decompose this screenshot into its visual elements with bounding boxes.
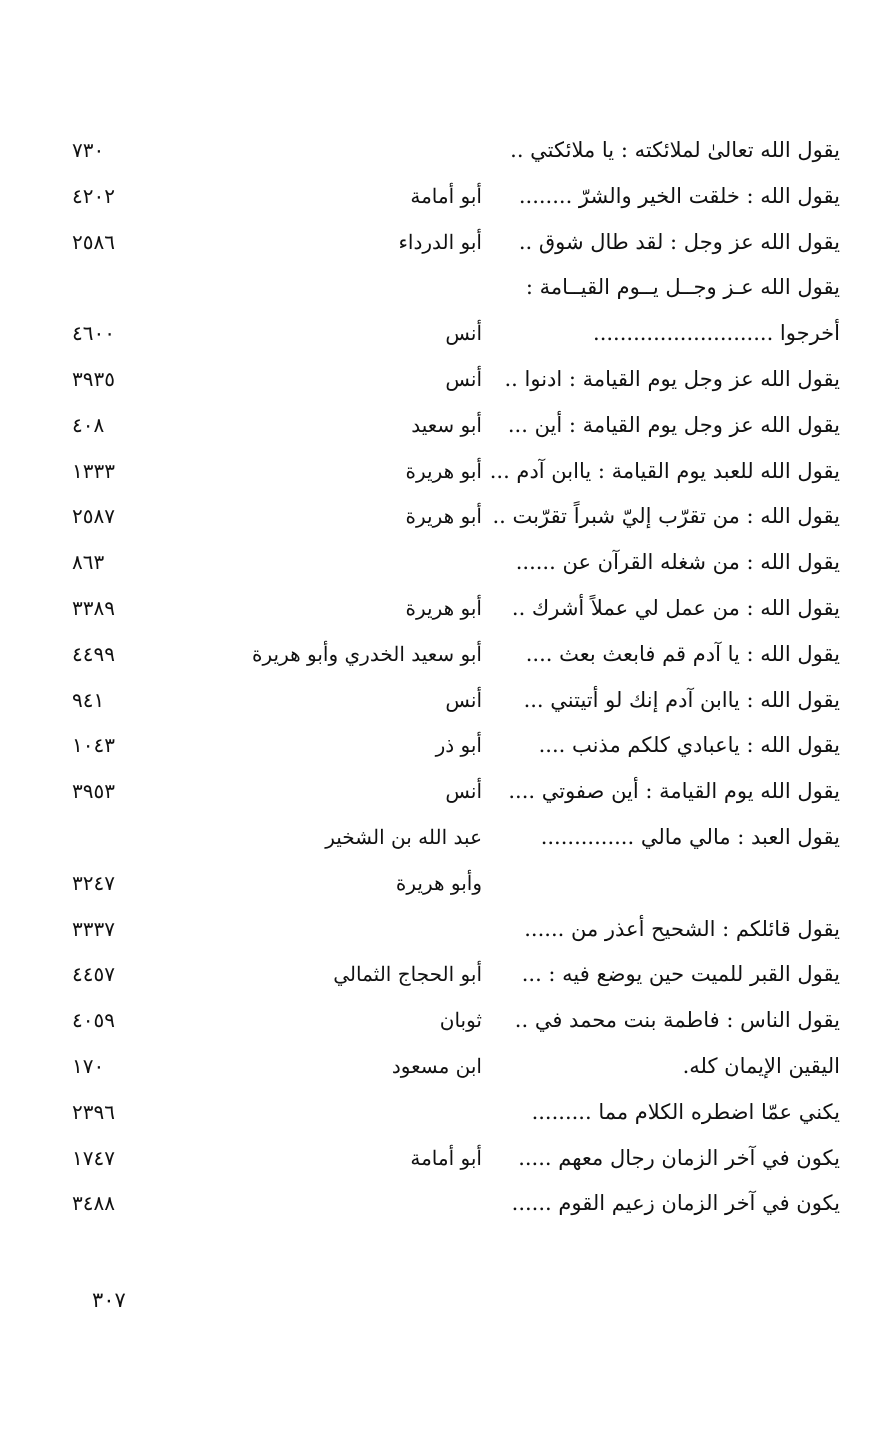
index-entry	[60, 449, 840, 495]
hadith-text: يقول الله : ياابن آدم إنك لو أتيتني ...	[523, 687, 840, 712]
hadith-text: يقول الله : من عمل لي عملاً أشرك ..	[511, 595, 840, 620]
narrator-name: عبد الله بن الشخير	[325, 824, 482, 849]
index-entry	[60, 632, 840, 678]
hadith-number: ٤٢٠٢	[72, 183, 115, 208]
hadith-text: يقول الله : خلقت الخير والشرّ ........	[518, 183, 840, 208]
hadith-number: ٢٣٩٦	[72, 1099, 115, 1124]
hadith-text: يقول الله : يا آدم قم فابعث بعث ....	[525, 641, 840, 666]
narrator-name: أبو أمامة	[410, 183, 482, 208]
hadith-text: يقول الله تعالىٰ لملائكته : يا ملائكتي ..	[510, 138, 840, 162]
hadith-number: ٤٠٨	[72, 412, 105, 437]
narrator-name: أبو الحجاج الثمالي	[333, 962, 482, 987]
hadith-text: يقول الله : ياعبادي كلكم مذنب ....	[538, 733, 840, 758]
hadith-text: يقول الناس : فاطمة بنت محمد في ..	[514, 1008, 840, 1033]
narrator-name: وأبو هريرة	[395, 870, 482, 895]
narrator-name: أبو سعيد	[411, 412, 482, 437]
hadith-number: ١٧٤٧	[72, 1145, 115, 1170]
hadith-number: ٢٥٨٦	[72, 229, 115, 254]
narrator-name: أنس	[445, 366, 482, 391]
hadith-number: ٣٢٤٧	[72, 870, 115, 895]
index-entry	[60, 357, 840, 403]
hadith-number: ٣٣٣٧	[72, 916, 115, 941]
hadith-number: ٣٩٣٥	[72, 366, 115, 391]
hadith-text: يقول الله يوم القيامة : أين صفوتي ....	[508, 779, 840, 804]
narrator-name: أبو هريرة	[405, 504, 482, 529]
hadith-number: ٤٠٥٩	[72, 1008, 115, 1033]
hadith-number: ١٧٠	[72, 1053, 105, 1078]
hadith-text: يقول الله عز وجل يوم القيامة : ادنوا ..	[504, 366, 840, 391]
hadith-text: يقول الله عـز وجــل يــوم القيــامة :	[525, 275, 840, 300]
hadith-text: أخرجوا ...........................	[593, 321, 840, 346]
index-entry	[60, 952, 840, 998]
index-entry	[60, 678, 840, 724]
narrator-name: أبو سعيد الخدري وأبو هريرة	[252, 641, 482, 666]
hadith-number: ٤٤٥٧	[72, 962, 115, 987]
hadith-number: ٤٦٠٠	[72, 321, 115, 346]
hadith-text: يقول القبر للميت حين يوضع فيه : ...	[521, 962, 840, 987]
index-entry	[60, 311, 840, 357]
index-entry	[60, 1090, 840, 1136]
index-entry	[60, 861, 840, 907]
index-entry	[60, 1181, 840, 1227]
hadith-text: يكون في آخر الزمان رجال معهم .....	[518, 1145, 840, 1170]
index-entry	[60, 723, 840, 769]
hadith-number: ٤٤٩٩	[72, 641, 115, 666]
hadith-number: ٩٤١	[72, 687, 105, 712]
hadith-number: ٧٣٠	[72, 138, 105, 162]
hadith-text: يقول العبد : مالي مالي ..............	[540, 824, 840, 849]
page-number: ٣٠٧	[92, 1288, 126, 1312]
index-entry	[60, 769, 840, 815]
index-entry	[60, 128, 840, 174]
index-entry	[60, 1044, 840, 1090]
hadith-text: يكون في آخر الزمان زعيم القوم ......	[511, 1191, 840, 1216]
narrator-name: أبو الدرداء	[398, 229, 482, 254]
index-entry	[60, 998, 840, 1044]
narrator-name: ثوبان	[439, 1008, 482, 1033]
narrator-name: ابن مسعود	[391, 1053, 482, 1078]
hadith-text: يقول الله للعبد يوم القيامة : ياابن آدم ...	[489, 458, 840, 483]
narrator-name: أنس	[445, 321, 482, 346]
index-entry	[60, 265, 840, 311]
index-entry	[60, 586, 840, 632]
hadith-text: يقول الله : من تقرّب إليّ شبراً تقرّبت ..	[492, 504, 840, 529]
hadith-number: ٨٦٣	[72, 550, 105, 575]
index-entry	[60, 815, 840, 861]
hadith-index-list	[60, 128, 840, 1227]
hadith-text: يكني عمّا اضطره الكلام مما .........	[531, 1099, 840, 1124]
hadith-text: اليقين الإيمان كله.	[682, 1053, 840, 1078]
hadith-text: يقول الله : من شغله القرآن عن ......	[515, 550, 840, 575]
index-entry	[60, 220, 840, 266]
hadith-text: يقول الله عز وجل يوم القيامة : أين ...	[507, 412, 840, 437]
narrator-name: أبو هريرة	[405, 458, 482, 483]
narrator-name: أبو أمامة	[410, 1145, 482, 1170]
hadith-number: ٢٥٨٧	[72, 504, 115, 529]
hadith-text: يقول الله عز وجل : لقد طال شوق ..	[518, 229, 840, 254]
index-entry	[60, 403, 840, 449]
index-entry	[60, 174, 840, 220]
hadith-number: ١٠٤٣	[72, 733, 115, 758]
narrator-name: أبو هريرة	[405, 595, 482, 620]
hadith-number: ٣٣٨٩	[72, 595, 115, 620]
hadith-number: ١٣٣٣	[72, 458, 115, 483]
index-entry	[60, 907, 840, 953]
index-entry	[60, 1136, 840, 1182]
hadith-number: ٣٩٥٣	[72, 779, 115, 804]
narrator-name: أنس	[445, 687, 482, 712]
narrator-name: أبو ذر	[435, 733, 482, 758]
hadith-text: يقول قائلكم : الشحيح أعذر من ......	[524, 916, 840, 941]
index-entry	[60, 540, 840, 586]
narrator-name: أنس	[445, 779, 482, 804]
index-entry	[60, 494, 840, 540]
hadith-number: ٣٤٨٨	[72, 1191, 115, 1216]
